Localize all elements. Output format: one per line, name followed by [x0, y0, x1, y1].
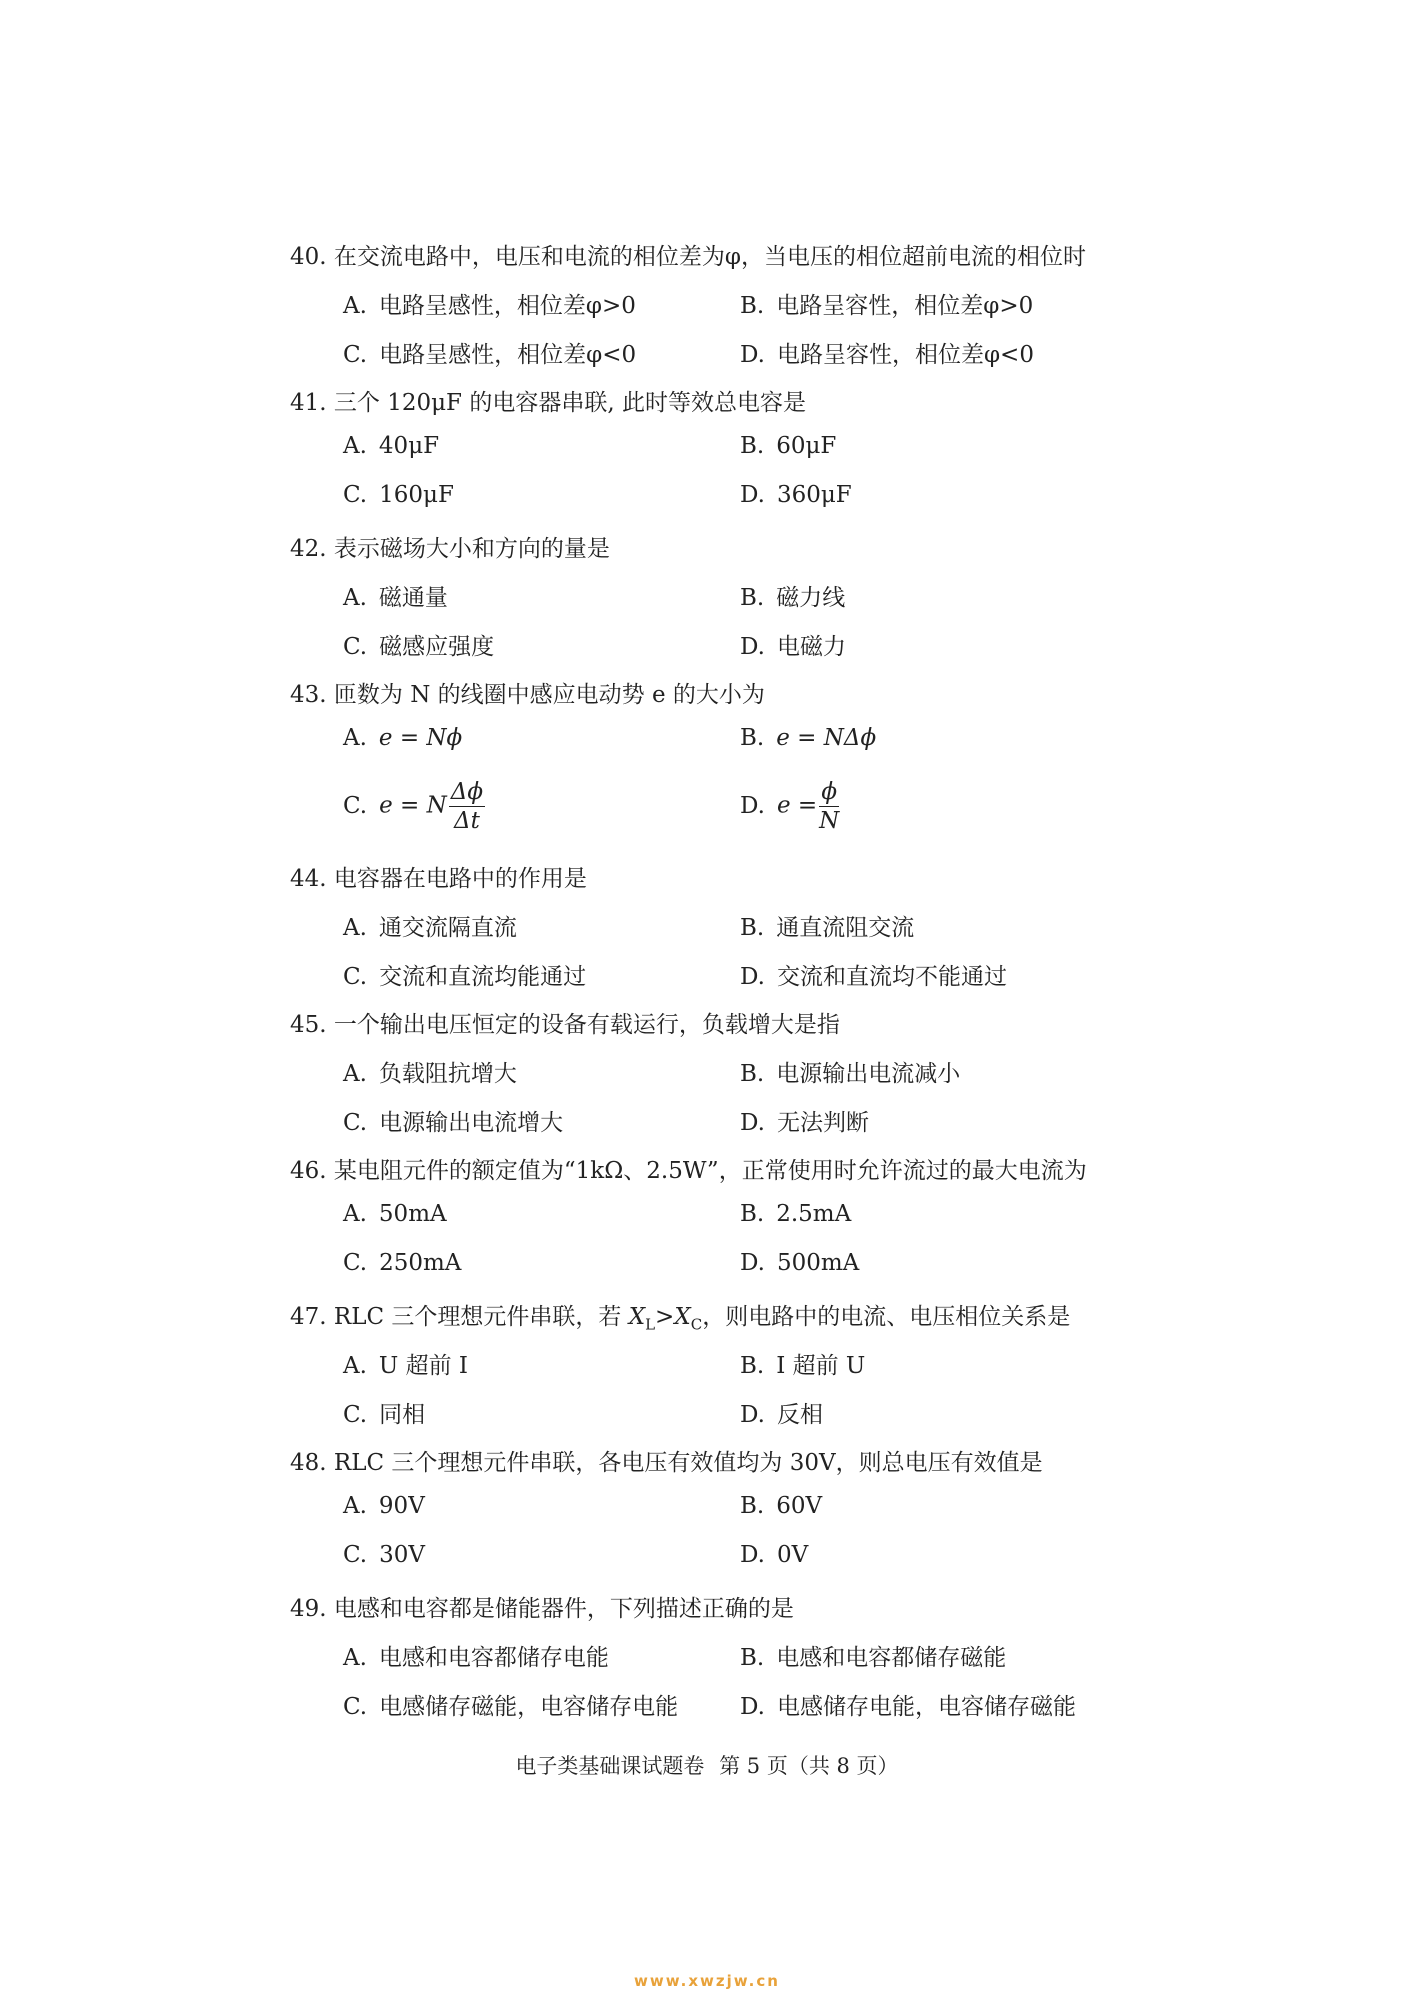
question-49-option-c: C. 电感储存磁能，电容储存电能	[343, 1694, 679, 1720]
question-43-option-d: D. e = $\frac{\phi}{N}$	[740, 779, 840, 834]
exam-title: 电子类基础课试题卷	[515, 1754, 705, 1778]
question-40-option-c: C. 电路呈感性，相位差φ<0	[343, 342, 637, 368]
watermark-url: www.xwzjw.cn	[634, 1972, 780, 1990]
question-46-option-b: B. 2.5mA	[740, 1201, 852, 1227]
question-42-option-d: D. 电磁力	[740, 634, 846, 660]
question-49-option-d: D. 电感储存电能，电容储存磁能	[740, 1694, 1076, 1720]
question-43-option-a: A. e = Nϕ	[343, 725, 463, 751]
question-44-option-c: C. 交流和直流均能通过	[343, 964, 587, 990]
question-41-option-d: D. 360μF	[740, 482, 852, 508]
question-41-option-c: C. 160μF	[343, 482, 454, 508]
question-42-option-b: B. 磁力线	[740, 585, 846, 611]
question-44-option-d: D. 交流和直流均不能通过	[740, 964, 1007, 990]
question-48-option-d: D. 0V	[740, 1542, 809, 1568]
question-48-option-c: C. 30V	[343, 1542, 425, 1568]
question-43-option-b: B. e = NΔϕ	[740, 725, 877, 751]
question-45-option-a: A. 负载阻抗增大	[343, 1061, 517, 1087]
question-40-stem: 40. 在交流电路中，电压和电流的相位差为φ，当电压的相位超前电流的相位时	[290, 244, 1086, 270]
question-44-option-b: B. 通直流阻交流	[740, 915, 915, 941]
question-42-option-c: C. 磁感应强度	[343, 634, 495, 660]
question-40-option-a: A. 电路呈感性，相位差φ>0	[343, 293, 636, 319]
question-46-option-c: C. 250mA	[343, 1250, 462, 1276]
question-44-stem: 44. 电容器在电路中的作用是	[290, 866, 587, 892]
question-46-option-a: A. 50mA	[343, 1201, 447, 1227]
question-46-stem: 46. 某电阻元件的额定值为“1kΩ、2.5W”，正常使用时允许流过的最大电流为	[290, 1158, 1087, 1184]
question-48-stem: 48. RLC 三个理想元件串联，各电压有效值均为 30V，则总电压有效值是	[290, 1450, 1043, 1476]
question-47-stem: 47. RLC 三个理想元件串联，若 $X_L>X_C$，则电路中的电流、电压相位关系是	[290, 1304, 1071, 1334]
question-49-option-b: B. 电感和电容都储存磁能	[740, 1645, 1007, 1671]
question-47-option-a: A. U 超前 I	[343, 1353, 469, 1379]
question-46-option-d: D. 500mA	[740, 1250, 860, 1276]
question-41-option-a: A. 40μF	[343, 433, 440, 459]
question-40-option-d: D. 电路呈容性，相位差φ<0	[740, 342, 1034, 368]
question-42-option-a: A. 磁通量	[343, 585, 448, 611]
question-49-stem: 49. 电感和电容都是储能器件，下列描述正确的是	[290, 1596, 794, 1622]
question-47-option-c: C. 同相	[343, 1402, 426, 1428]
question-44-option-a: A. 通交流隔直流	[343, 915, 517, 941]
question-48-option-b: B. 60V	[740, 1493, 823, 1519]
question-41-option-b: B. 60μF	[740, 433, 837, 459]
question-45-option-b: B. 电源输出电流减小	[740, 1061, 961, 1087]
fraction: $\frac{\Delta\phi}{\Delta t}$	[450, 779, 484, 834]
fraction: $\frac{\phi}{N}$	[819, 779, 840, 834]
question-45-stem: 45. 一个输出电压恒定的设备有载运行，负载增大是指	[290, 1012, 840, 1038]
question-47-option-d: D. 反相	[740, 1402, 823, 1428]
page-footer	[0, 1750, 1414, 1780]
question-48-option-a: A. 90V	[343, 1493, 425, 1519]
question-43-stem: 43. 匝数为 N 的线圈中感应电动势 e 的大小为	[290, 682, 765, 708]
question-49-option-a: A. 电感和电容都储存电能	[343, 1645, 609, 1671]
question-40-option-b: B. 电路呈容性，相位差φ>0	[740, 293, 1034, 319]
question-42-stem: 42. 表示磁场大小和方向的量是	[290, 536, 610, 562]
question-45-option-d: D. 无法判断	[740, 1110, 869, 1136]
question-41-stem: 41. 三个 120μF 的电容器串联, 此时等效总电容是	[290, 390, 806, 416]
page-number: 第 5 页（共 8 页）	[719, 1754, 899, 1778]
question-47-option-b: B. I 超前 U	[740, 1353, 866, 1379]
question-43-option-c: C. e = N $\frac{\Delta\phi}{\Delta t}$	[343, 779, 484, 834]
question-45-option-c: C. 电源输出电流增大	[343, 1110, 564, 1136]
